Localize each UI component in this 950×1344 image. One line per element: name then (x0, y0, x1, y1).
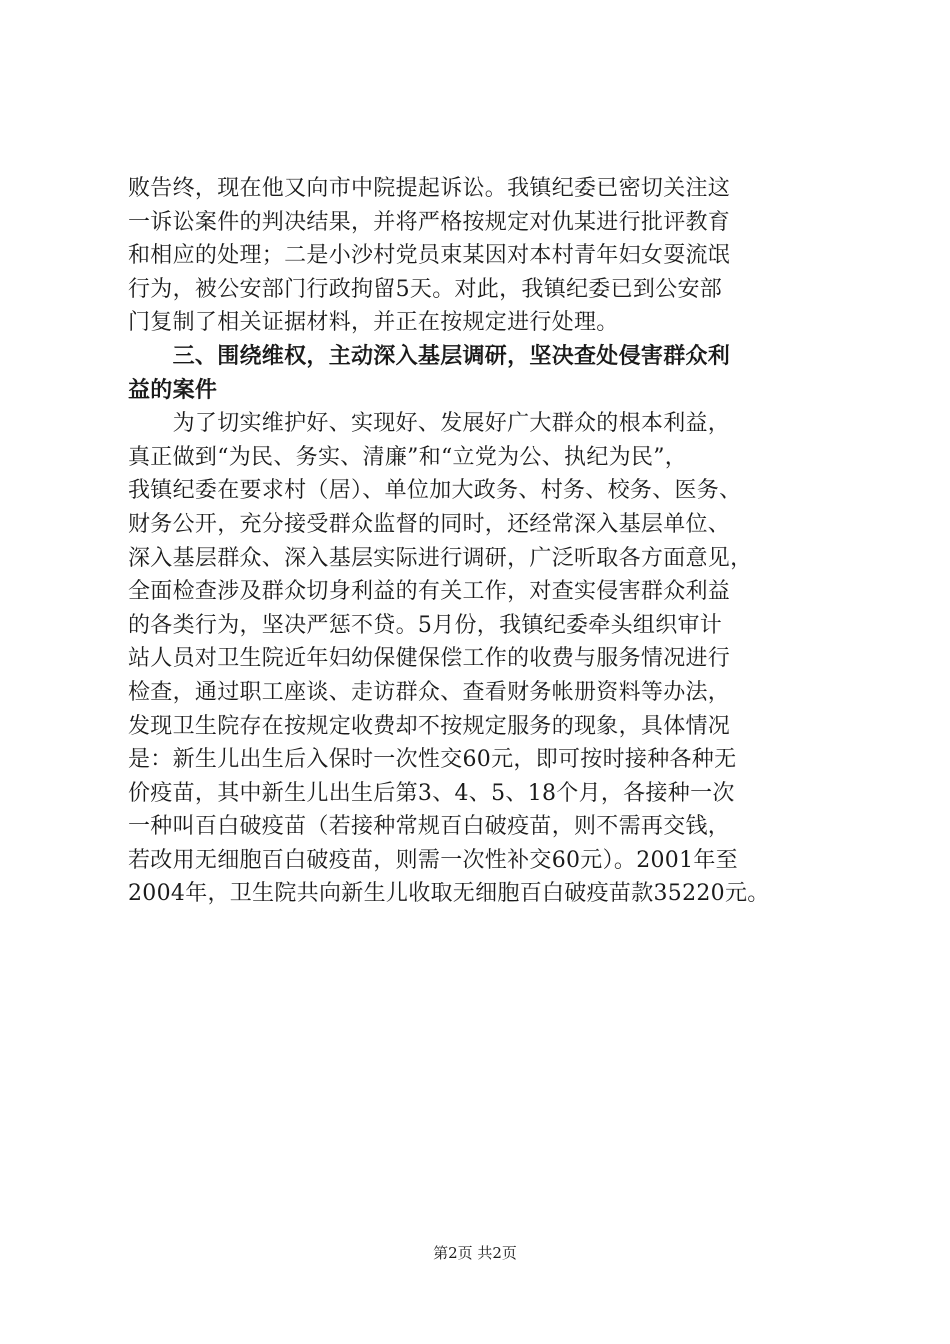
paragraph-2-line: 真正做到“为民、务实、清廉”和“立党为公、执纪为民”， (128, 444, 688, 470)
paragraph-1-line: 门复制了相关证据材料，并正在按规定进行处理。 (128, 310, 619, 336)
section-heading-line: 三、围绕维权，主动深入基层调研，坚决查处侵害群众利 (128, 342, 731, 369)
paragraph-2-line: 是：新生儿出生后入保时一次性交60元，即可按时接种各种无 (128, 747, 737, 773)
paragraph-2-line: 站人员对卫生院近年妇幼保健保偿工作的收费与服务情况进行 (128, 646, 731, 672)
paragraph-2-line: 的各类行为，坚决严惩不贷。5月份，我镇纪委牵头组织审计 (128, 612, 723, 638)
paragraph-2-line: 若改用无细胞百白破疫苗，则需一次性补交60元）。2001年至 (128, 847, 738, 873)
paragraph-1-line: 和相应的处理；二是小沙村党员束某因对本村青年妇女耍流氓 (128, 243, 731, 269)
paragraph-1-line: 行为，被公安部门行政拘留5天。对此，我镇纪委已到公安部 (128, 276, 723, 302)
paragraph-2-line: 我镇纪委在要求村（居）、单位加大政务、村务、校务、医务、 (128, 478, 742, 504)
page-footer: 第2页 共2页 (433, 1244, 517, 1262)
paragraph-2-line: 价疫苗，其中新生儿出生后第3、4、5、18个月，各接种一次 (128, 780, 735, 806)
paragraph-2-line: 发现卫生院存在按规定收费却不按规定服务的现象，具体情况 (128, 713, 731, 739)
paragraph-2-line: 全面检查涉及群众切身利益的有关工作，对查实侵害群众利益 (128, 579, 731, 605)
paragraph-2-line: 一种叫百白破疫苗（若接种常规百白破疫苗，则不需再交钱， (128, 814, 731, 840)
paragraph-1-line: 败告终，现在他又向市中院提起诉讼。我镇纪委已密切关注这 (128, 176, 731, 201)
paragraph-2-line: 深入基层群众、深入基层实际进行调研，广泛听取各方面意见， (128, 545, 753, 571)
paragraph-2-line: 2004年，卫生院共向新生儿收取无细胞百白破疫苗款35220元。 (128, 881, 770, 907)
paragraph-2-line: 检查，通过职工座谈、走访群众、查看财务帐册资料等办法， (128, 679, 731, 705)
paragraph-1-line: 一诉讼案件的判决结果，并将严格按规定对仇某进行批评教育 (128, 209, 731, 235)
paragraph-2-line: 财务公开，充分接受群众监督的同时，还经常深入基层单位、 (128, 511, 731, 537)
section-heading-line: 益的案件 (128, 376, 218, 403)
document-body (128, 172, 828, 911)
paragraph-2-line: 为了切实维护好、实现好、发展好广大群众的根本利益， (128, 411, 731, 437)
